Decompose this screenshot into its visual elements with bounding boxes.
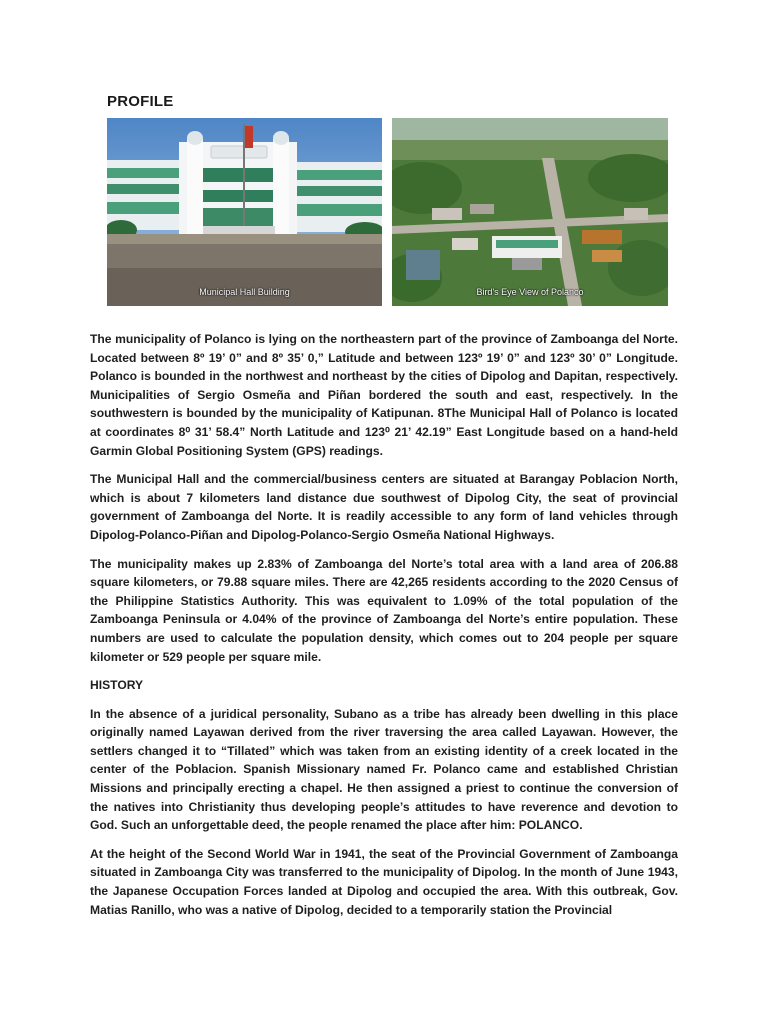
body-paragraph: At the height of the Second World War in 1941, the seat of the Provincial Government of Zamboanga situated in Zamboanga City was transferred to the municipality of Dipolog. In the month of June 1943, the Japanese Occupation Forces landed at Dipolog and occupied the area. With this outbreak, Gov. Matias Ranillo, who was a native of Dipolog, decided to a temporarily station the Provincial: [90, 846, 678, 917]
municipal-hall-illustration: [107, 118, 382, 306]
aerial-view-illustration: [392, 118, 668, 306]
aerial-view-photo: [392, 118, 668, 306]
body-paragraph: The Municipal Hall and the commercial/business centers are situated at Barangay Poblacion North, which is about 7 kilometers land distance due southwest of Dipolog City, the seat of provincial government of Zamboanga del Norte. It is readily accessible to any form of land vehicles through Dipolog-Polanco-Piñan and Dipolog-Polanco-Sergio Osmeña National Highways.: [90, 472, 678, 542]
history-heading: HISTORY: [90, 678, 144, 693]
municipal-hall-photo: [107, 118, 382, 306]
photo-caption: Municipal Hall Building: [199, 287, 290, 297]
body-paragraph: The municipality makes up 2.83% of Zamboanga del Norte’s total area with a land area of 206.88 square kilometers, or 79.88 square miles. There are 42,265 residents according to the 2020 Census of the Philippine Statistics Authority. This was equivalent to 1.09% of the total population of the Zamboanga Peninsula or 4.04% of the province of Zamboanga del Norte’s entire population. These numbers are used to calculate the population density, which comes out to 204 people per square kilometer or 529 people per square mile.: [90, 556, 678, 664]
photo-caption: Bird's Eye View of Polanco: [476, 287, 584, 297]
document-body: [90, 330, 678, 929]
body-paragraph: In the absence of a juridical personality, Subano as a tribe has already been dwelling in this place originally named Layawan derived from the river traversing the area called Layawan. However, the settlers changed it to “Tillated” which was taken from an existing identity of a creek located in the center of the Poblacion. Spanish Missionary named Fr. Polanco came and established Christian Missions and principally erecting a chapel. He then assigned a priest to continue the conversion of the natives into Christianity thus developing people’s attitudes to have reverence and devotion to God. Such an unforgettable deed, the people renamed the place after him: POLANCO.: [90, 706, 678, 833]
body-paragraph: The municipality of Polanco is lying on the northeastern part of the province of Zamboanga del Norte. Located between 8º 19’ 0” and 8º 35’ 0,” Latitude and between 123º 19’ 0” and 123º 30’ 0” Longitude. Polanco is bounded in the northwest and northeast by the cities of Dipolog and Dapitan, respectively. Municipalities of Sergio Osmeña and Piñan bordered the south and east, respectively. In the southwestern is bounded by the municipality of Katipunan. 8The Municipal Hall of Polanco is located at coordinates 8⁰ 31’ 58.4” North Latitude and 123⁰ 21’ 42.19” East Longitude based on a hand-held Garmin Global Positioning System (GPS) readings.: [90, 332, 678, 458]
page-heading: PROFILE: [107, 93, 174, 110]
